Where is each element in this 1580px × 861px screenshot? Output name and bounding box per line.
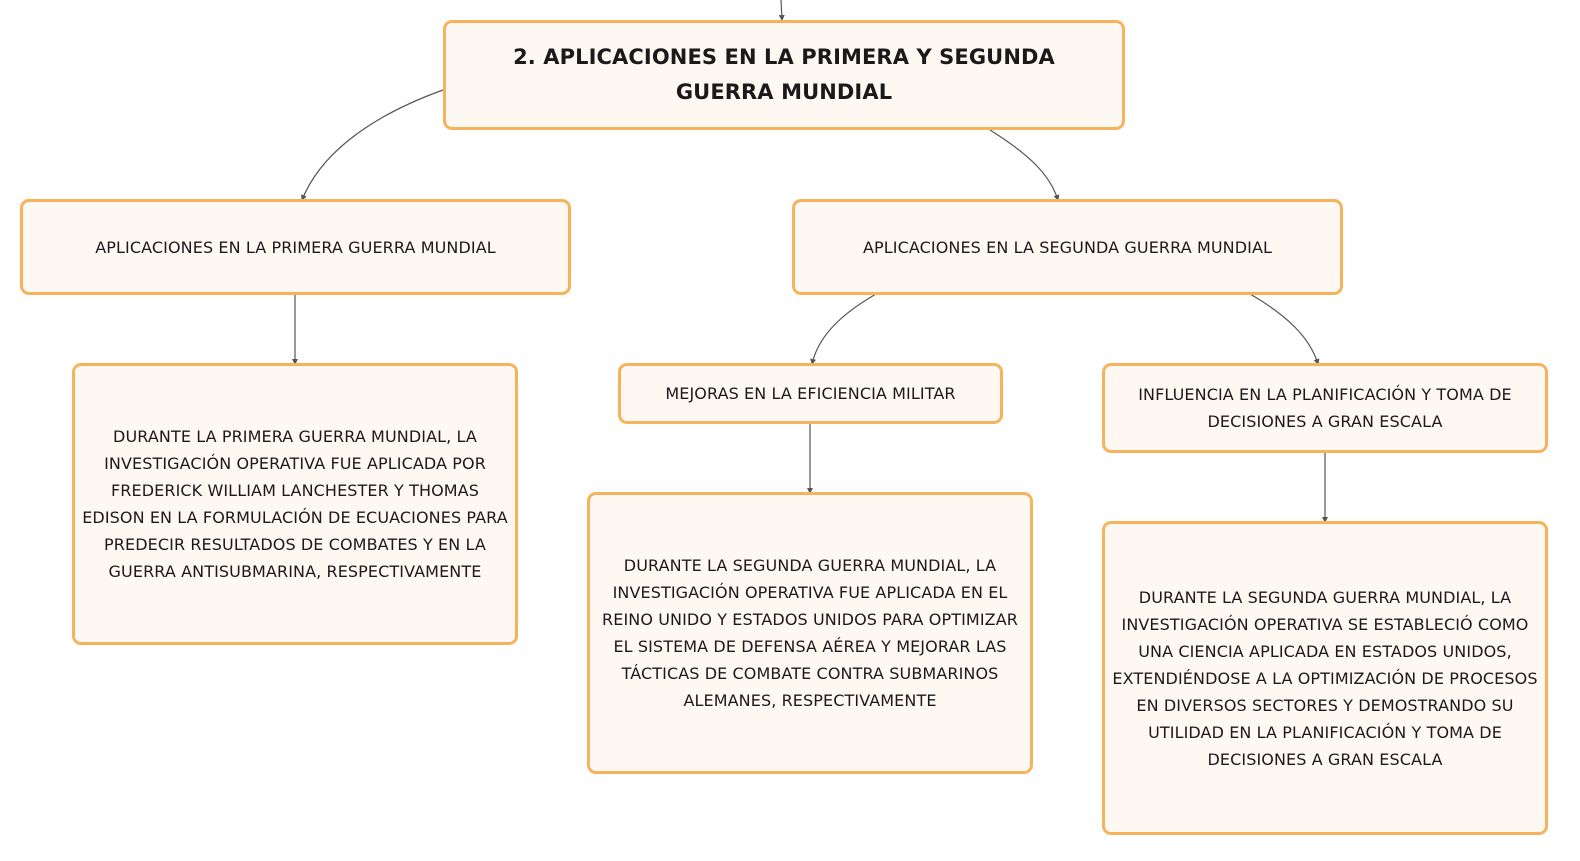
detail-node-planning-influence[interactable] <box>1102 521 1548 835</box>
child-node-planning-influence[interactable] <box>1102 363 1548 453</box>
connector-branch2-child1 <box>812 294 876 364</box>
branch-node-first-war[interactable] <box>20 199 571 295</box>
branch-node-second-war-label: APLICACIONES EN LA SEGUNDA GUERRA MUNDIAL <box>862 237 1273 257</box>
branch-node-second-war[interactable] <box>792 199 1343 295</box>
branch-node-first-war-label: APLICACIONES EN LA PRIMERA GUERRA MUNDIAL <box>95 237 496 257</box>
child-node-planning-influence-label: INFLUENCIA EN LA PLANIFICACIÓN Y TOMA DE DECISIONES A GRAN ESCALA <box>1138 385 1512 431</box>
detail-node-first-war[interactable] <box>72 363 518 645</box>
detail-node-first-war-text: DURANTE LA PRIMERA GUERRA MUNDIAL, LA INVESTIGACIÓN OPERATIVA FUE APLICADA POR FREDERICK WILLIAM LANCHESTER Y THOMAS EDISON EN LA FORMULACIÓN DE ECUACIONES PARA PREDECIR RESULTADOS DE COMBATES Y EN LA GUERRA ANTISUBMARINA, RESPECTIVAMENTE <box>82 427 508 581</box>
detail-node-military-efficiency-text: DURANTE LA SEGUNDA GUERRA MUNDIAL, LA INVESTIGACIÓN OPERATIVA FUE APLICADA EN EL REINO UNIDO Y ESTADOS UNIDOS PARA OPTIMIZAR EL SISTEMA DE DEFENSA AÉREA Y MEJORAR LAS TÁCTICAS DE COMBATE CONTRA SUBMARINOS ALEMANES, RESPECTIVAMENTE <box>602 556 1018 710</box>
connector-incoming <box>781 0 782 20</box>
detail-node-planning-influence-text: DURANTE LA SEGUNDA GUERRA MUNDIAL, LA INVESTIGACIÓN OPERATIVA SE ESTABLECIÓ COMO UNA CIENCIA APLICADA EN ESTADOS UNIDOS, EXTENDIÉNDOSE A LA OPTIMIZACIÓN DE PROCESOS EN DIVERSOS SECTORES Y DEMOSTRANDO SU UTILIDAD EN LA PLANIFICACIÓN Y TOMA DE DECISIONES A GRAN ESCALA <box>1112 587 1538 769</box>
child-node-military-efficiency[interactable] <box>618 363 1003 424</box>
connector-root-branch2 <box>990 130 1058 200</box>
connector-root-branch1 <box>302 90 443 200</box>
detail-node-military-efficiency[interactable] <box>587 492 1033 774</box>
root-node[interactable] <box>443 20 1125 130</box>
connector-branch2-child2 <box>1250 294 1318 364</box>
child-node-military-efficiency-label: MEJORAS EN LA EFICIENCIA MILITAR <box>665 384 956 403</box>
root-node-label: 2. APLICACIONES EN LA PRIMERA Y SEGUNDA GUERRA MUNDIAL <box>513 45 1055 104</box>
